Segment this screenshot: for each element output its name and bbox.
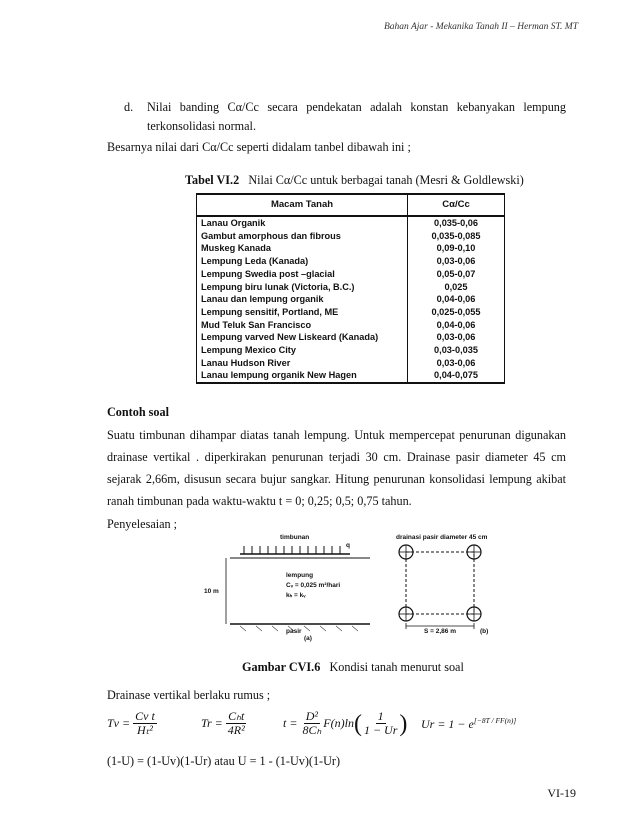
depth-label: 10 m	[204, 588, 219, 595]
table-row	[197, 230, 505, 243]
sand-label: pasir	[286, 628, 302, 635]
table-row	[197, 293, 505, 306]
soil-type-cell: Lanau lempung organik New Hagen	[197, 369, 408, 383]
ratio-table-wrap	[196, 193, 505, 384]
tr-lhs: Tr =	[201, 716, 223, 730]
t-inner-fraction	[362, 710, 399, 737]
soil-type-cell: Muskeg Kanada	[197, 242, 408, 255]
table-row	[197, 268, 505, 281]
ur-formula	[421, 716, 516, 732]
t-middle: F(n)ln	[323, 716, 354, 730]
ratio-value-cell: 0,04-0,06	[408, 293, 505, 306]
spacing-label: S = 2,86 m	[424, 628, 456, 635]
ratio-value-cell: 0,025	[408, 281, 505, 294]
table-row	[197, 242, 505, 255]
ratio-value-cell: 0,05-0,07	[408, 268, 505, 281]
paren-right: )	[399, 710, 408, 737]
tr-fraction	[226, 710, 247, 737]
fill-label: timbunan	[280, 534, 310, 541]
ratio-value-cell: 0,035-0,085	[408, 230, 505, 243]
table-caption	[185, 171, 524, 189]
drain-layout-diagram	[388, 532, 498, 642]
intro-sentence: Besarnya nilai dari Cα/Cc seperti didalam tanbel dibawah ini ;	[107, 140, 411, 154]
consolidation-relation: (1-U) = (1-Uv)(1-Ur) atau U = 1 - (1-Uv)(1-Ur)	[107, 754, 341, 768]
ratio-value-cell: 0,09-0,10	[408, 242, 505, 255]
ratio-value-cell: 0,025-0,055	[408, 306, 505, 319]
table-row	[197, 281, 505, 294]
soil-type-cell: Lempung Swedia post –glacial	[197, 268, 408, 281]
ratio-table	[196, 193, 505, 384]
load-label: q	[346, 542, 350, 549]
table-row	[197, 357, 505, 370]
col-header-soil: Macam Tanah	[197, 194, 408, 216]
table-row	[197, 331, 505, 344]
table-row	[197, 306, 505, 319]
tv-numerator: Cv t	[135, 709, 155, 723]
soil-type-cell: Lempung Leda (Kanada)	[197, 255, 408, 268]
ratio-value-cell: 0,04-0,06	[408, 319, 505, 332]
cv-label: Cᵥ = 0,025 m²/hari	[286, 582, 341, 589]
ratio-value-cell: 0,03-0,06	[408, 357, 505, 370]
table-row	[197, 344, 505, 357]
drain-diameter-label: drainasi pasir diameter 45 cm	[396, 534, 488, 541]
ratio-value-cell: 0,03-0,06	[408, 255, 505, 268]
soil-type-cell: Lempung biru lunak (Victoria, B.C.)	[197, 281, 408, 294]
solution-label: Penyelesaian ;	[107, 517, 178, 531]
page-number: VI-19	[547, 786, 576, 800]
soil-type-cell: Lempung sensitif, Portland, ME	[197, 306, 408, 319]
table-caption-label: Tabel VI.2	[185, 173, 240, 187]
tv-denominator: Hₜ²	[137, 723, 153, 737]
tr-numerator: Cₕt	[228, 709, 245, 723]
ratio-value-cell: 0,04-0,075	[408, 369, 505, 383]
paren-left: (	[353, 710, 362, 737]
t-numerator: D²	[305, 709, 318, 723]
soil-type-cell: Lempung varved New Liskeard (Kanada)	[197, 331, 408, 344]
soil-type-cell: Lanau Hudson River	[197, 357, 408, 370]
ur-lhs: Ur = 1 − e	[421, 717, 474, 731]
table-row	[197, 319, 505, 332]
tv-lhs: Tv =	[107, 716, 131, 730]
col-header-ratio: Cα/Cc	[408, 194, 505, 216]
example-title: Contoh soal	[107, 405, 169, 419]
ur-exponent: [−8T / FF(n)]	[473, 716, 517, 725]
t-fraction	[300, 710, 323, 737]
example-line: Suatu timbunan dihampar diatas tanah lempung. Untuk mempercepat penurunan digunakan	[107, 428, 566, 442]
soil-type-cell: Lanau Organik	[197, 216, 408, 230]
t-inner-denominator: 1 − Ur	[363, 723, 398, 737]
t-inner-numerator: 1	[377, 709, 384, 723]
clay-label: lempung	[286, 572, 314, 579]
tr-denominator: 4R²	[227, 723, 245, 737]
table-row	[197, 255, 505, 268]
figure-b	[388, 532, 498, 642]
tv-formula	[107, 710, 157, 737]
ratio-value-cell: 0,03-0,035	[408, 344, 505, 357]
table-caption-text: Nilai Cα/Cc untuk berbagai tanah (Mesri & Goldlewski)	[248, 173, 524, 187]
example-line: drainase vertikal . diperkirakan penurunan terjadi 30 cm. Drainase pasir diameter 45 cm	[107, 450, 566, 464]
table-row	[197, 216, 505, 230]
panel-b-label: (b)	[480, 628, 489, 635]
soil-type-cell: Mud Teluk San Francisco	[197, 319, 408, 332]
t-denominator: 8Cₕ	[302, 723, 322, 737]
formula-block	[107, 706, 577, 750]
t-formula	[283, 710, 407, 737]
table-body	[197, 216, 505, 383]
example-line: sejarak 2,66m, disusun secara bujur sangkar. Hitung penurunan konsolidasi lempung akibat	[107, 472, 566, 486]
item-d-marker: d.	[124, 100, 134, 114]
tv-fraction	[133, 710, 157, 737]
panel-a-label: (a)	[304, 635, 312, 642]
item-d-line1: Nilai banding Cα/Cc secara pendekatan adalah konstan kebanyakan lempung	[147, 100, 566, 114]
example-text	[107, 424, 566, 512]
soil-type-cell: Gambut amorphous dan fibrous	[197, 230, 408, 243]
figure-caption	[242, 658, 464, 676]
ratio-value-cell: 0,035-0,06	[408, 216, 505, 230]
item-d-line2: terkonsolidasi normal.	[147, 119, 256, 133]
figure-caption-text: Kondisi tanah menurut soal	[329, 660, 464, 674]
tr-formula	[201, 710, 247, 737]
formula-intro: Drainase vertikal berlaku rumus ;	[107, 688, 271, 702]
soil-type-cell: Lempung Mexico City	[197, 344, 408, 357]
example-line: ranah timbunan pada waktu-waktu t = 0; 0,25; 0,5; 0,75 tahun.	[107, 494, 412, 508]
kh-label: kₕ = kᵥ	[286, 592, 306, 599]
t-lhs: t =	[283, 716, 298, 730]
table-row	[197, 369, 505, 383]
table-header-row	[197, 194, 505, 216]
figure-caption-label: Gambar CVI.6	[242, 660, 321, 674]
soil-type-cell: Lanau dan lempung organik	[197, 293, 408, 306]
running-header: Bahan Ajar - Mekanika Tanah II – Herman ST. MT	[383, 22, 578, 32]
ratio-value-cell: 0,03-0,06	[408, 331, 505, 344]
